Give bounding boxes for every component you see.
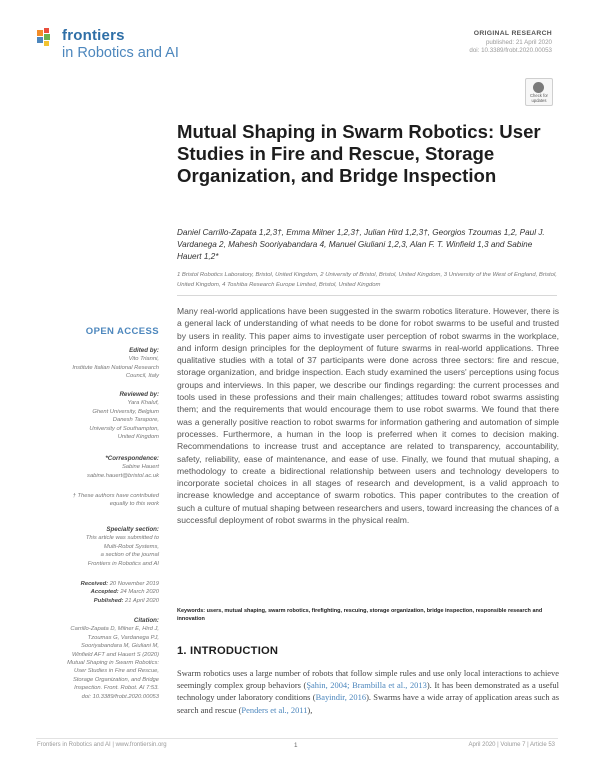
intro-text: Swarm robotics uses a large number of robots that follow simple rules and use only local interactions to achieve seemingly complex group behaviors ( [177,668,559,691]
introduction-paragraph [177,667,559,716]
author-list: Daniel Carrillo-Zapata 1,2,3†, Emma Milner 1,2,3†, Julian Hird 1,2,3†, Georgios Tzoumas 1,2, Paul J. Vardanega 2, Mahesh Sooriyabandara 4, Manuel Giuliani 1,2,3, Alan F. T. Winfield 1,3 and Sabine Hauert 1,2* [177,228,545,262]
footer-issue-info: April 2020 | Volume 7 | Article 53 [468,742,555,748]
editor-line: Council, Italy [125,373,159,380]
accepted-date: 24 March 2020 [120,589,159,596]
citation-doi[interactable]: doi: 10.3389/frobt.2020.00053 [81,693,159,700]
correspondence-label: *Correspondence: [105,455,159,462]
check-for-updates-button[interactable] [525,78,553,106]
footer-journal-link[interactable]: Frontiers in Robotics and AI | www.frontiersin.org [37,742,167,748]
open-access-label: OPEN ACCESS [85,326,159,337]
citation-link[interactable]: Şahin, 2004; Brambilla et al., 2013 [306,680,427,691]
received-date: 20 November 2019 [109,581,159,587]
reviewer-line: University of Southampton, [89,425,159,432]
published-label: Published: [93,597,124,604]
citation-link[interactable]: Bayindir, 2016 [315,692,367,703]
received-row [40,580,159,588]
edited-by-label: Edited by: [129,347,159,354]
keywords-label: Keywords: [177,608,206,614]
page-number: 1 [294,742,298,749]
published-row [40,597,159,605]
citation-section [40,617,159,701]
accepted-label: Accepted: [90,589,119,596]
citation-line: Storage Organization, and Bridge [72,676,159,683]
intro-text: ). It has been demonstrated as a useful technology under laboratory conditions ( [177,680,559,703]
journal-subtitle: in Robotics and AI [62,45,179,61]
journal-brand: frontiers [62,27,125,44]
specialty-section [40,526,159,568]
section-heading-introduction: 1. INTRODUCTION [177,645,279,657]
citation-line: Tzoumas G, Vardanega PJ, [87,634,159,641]
citation-line: Mutual Shaping in Swarm Robotics: [67,660,159,667]
doi-link[interactable]: doi: 10.3389/frobt.2020.00053 [469,47,552,55]
editor-line: Institute Italian National Research [72,364,159,371]
footer-divider [36,738,558,739]
reviewer-line: Danesh Tarapore, [112,417,159,424]
correspondence-name: Sabine Hauert [121,464,159,471]
note-line: equally to this work [109,501,159,508]
keywords [177,607,559,624]
article-meta [469,30,552,56]
correspondence-section [40,455,159,480]
title-divider [177,295,557,296]
affiliations: 1 Bristol Robotics Laboratory, Bristol, United Kingdom, 2 University of Bristol, Bristol, United Kingdom, 3 University of the West of England, Bristol, United Kingdom, 4 Toshiba Research Europe Limited, Bristol, United Kingdom [177,272,557,288]
citation-line: Sooriyabandara M, Giuliani M, [81,643,159,650]
specialty-line: Frontiers in Robotics and AI [87,560,159,567]
received-label: Received: [80,581,109,587]
citation-line: Winfield AFT and Hauert S (2020) [71,651,159,658]
editor-line: Vito Trianni, [128,356,159,363]
reviewed-by-section [40,391,159,441]
specialty-line: This article was submitted to [85,535,159,542]
specialty-line: a section of the journal [100,552,159,559]
dates-section [40,580,159,605]
equal-contribution-note [40,492,159,509]
reviewer-line: Ghent University, Belgium [92,408,159,415]
published-date: published: 21 April 2020 [485,38,552,46]
intro-text: ), [307,704,313,715]
accepted-row [40,588,159,596]
abstract: Many real-world applications have been suggested in the swarm robotics literature. However, there is a general lack of understanding of what needs to be done for robot swarms to be useful and trusted by users in reality. This paper aims to investigate user perception of robot swarms in the workplace, and inform design principles for the deployment of future swarms in real-world applications. Three qualitative studies with a total of 37 participants were done across three sectors: fire and rescue, storage organization, and bridge inspection. Each study examined the users' perceptions using focus groups and interviews. In this paper, we describe our findings regarding: the current processes and tools used in these professions and their main challenges; attitudes toward robot swarms assisting them; and the requirements that would encourage them to use robot swarms. We found that there was a generally positive reaction to robot swarms for information gathering and automation of simple processes. Furthermore, a human in the loop is preferred when it comes to decision making. Recommendations to increase trust and acceptance are related to transparency, accountability, safety, reliability, ease of maintenance, and ease of use. Finally, we found that mutual shaping, a methodology to create a bidirectional relationship between users and technology developers to incorporate societal choices in all stages of research and development, is a valid approach to increase knowledge and acceptance of swarm robotics. This paper contributes to the creation of such a culture of mutual shaping between researchers and users, toward increasing the chances of a successful deployment of robot swarms in the physical realm. [177,306,559,526]
frontiers-logo-icon [36,27,58,49]
article-type: ORIGINAL RESEARCH [473,30,552,37]
citation-line: Inspection. Front. Robot. AI 7:53. [74,685,159,692]
specialty-line: Multi-Robot Systems, [103,543,159,550]
specialty-label: Specialty section: [106,526,159,533]
citation-label: Citation: [133,617,159,624]
reviewer-line: United Kingdom [117,434,159,441]
intro-text: ). Swarms have a wide array of application areas such as search and rescue ( [177,692,559,715]
keywords-list: users, mutual shaping, swarm robotics, firefighting, rescuing, storage organization, bridge inspection, responsible research and innovation [177,608,543,623]
reviewer-line: Yara Khaluf, [127,400,159,407]
reviewed-by-label: Reviewed by: [119,391,159,398]
citation-line: User Studies in Fire and Rescue, [73,668,159,675]
note-line: † These authors have contributed [72,493,159,499]
correspondence-email[interactable]: sabine.hauert@bristol.ac.uk [87,472,159,479]
check-updates-label: Check for updates [530,93,548,103]
edited-by-section [40,347,159,381]
article-title: Mutual Shaping in Swarm Robotics: User Studies in Fire and Rescue, Storage Organization, and Bridge Inspection [177,121,541,186]
citation-link[interactable]: Penders et al., 2011 [241,704,308,715]
published-date-side: 21 April 2020 [125,597,159,604]
check-updates-icon [533,82,544,93]
citation-line: Carrillo-Zapata D, Milner E, Hird J, [70,626,159,633]
